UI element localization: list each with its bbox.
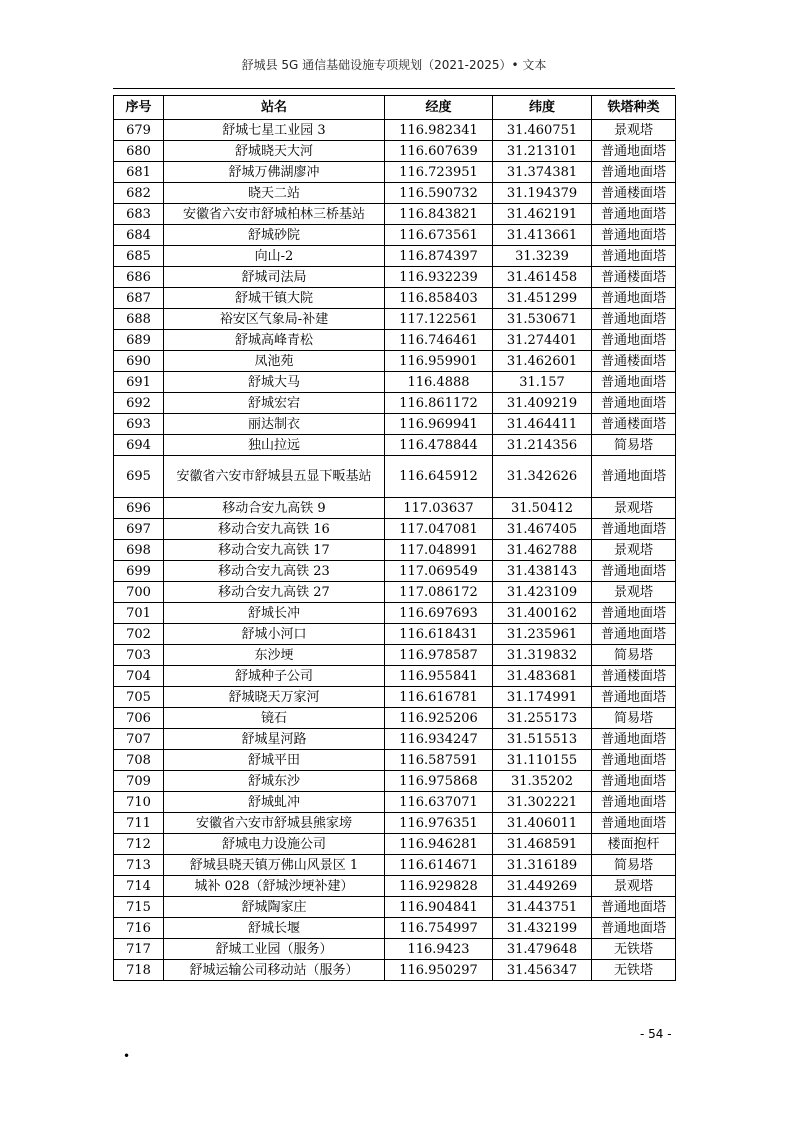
cell-site-name: 舒城高峰青松	[164, 330, 385, 351]
column-header-tower-type: 铁塔种类	[592, 96, 676, 120]
cell-site-name: 舒城宏宕	[164, 393, 385, 414]
cell-latitude: 31.451299	[493, 288, 592, 309]
footer-bullet: •	[123, 1049, 131, 1063]
cell-tower-type: 普通地面塔	[592, 813, 676, 834]
cell-index: 700	[114, 582, 164, 603]
table-row	[114, 687, 676, 708]
table-row	[114, 372, 676, 393]
cell-site-name: 裕安区气象局-补建	[164, 309, 385, 330]
cell-latitude: 31.213101	[493, 141, 592, 162]
cell-longitude: 116.982341	[385, 120, 493, 141]
table-row	[114, 183, 676, 204]
cell-index: 687	[114, 288, 164, 309]
table-row	[114, 708, 676, 729]
cell-longitude: 116.697693	[385, 603, 493, 624]
cell-tower-type: 简易塔	[592, 435, 676, 456]
cell-longitude: 116.478844	[385, 435, 493, 456]
cell-latitude: 31.413661	[493, 225, 592, 246]
cell-site-name: 舒城司法局	[164, 267, 385, 288]
cell-site-name: 舒城种子公司	[164, 666, 385, 687]
cell-site-name: 移动合安九高铁 23	[164, 561, 385, 582]
cell-index: 712	[114, 834, 164, 855]
cell-site-name: 移动合安九高铁 9	[164, 498, 385, 519]
cell-index: 690	[114, 351, 164, 372]
cell-index: 701	[114, 603, 164, 624]
cell-longitude: 116.723951	[385, 162, 493, 183]
cell-latitude: 31.406011	[493, 813, 592, 834]
cell-longitude: 116.587591	[385, 750, 493, 771]
cell-site-name: 舒城陶家庄	[164, 897, 385, 918]
cell-index: 692	[114, 393, 164, 414]
cell-tower-type: 楼面抱杆	[592, 834, 676, 855]
cell-index: 686	[114, 267, 164, 288]
cell-site-name: 舒城运输公司移动站（服务）	[164, 960, 385, 981]
cell-tower-type: 普通地面塔	[592, 771, 676, 792]
cell-latitude: 31.449269	[493, 876, 592, 897]
cell-latitude: 31.530671	[493, 309, 592, 330]
cell-index: 716	[114, 918, 164, 939]
table-row	[114, 813, 676, 834]
table-row	[114, 351, 676, 372]
cell-site-name: 移动合安九高铁 27	[164, 582, 385, 603]
cell-index: 679	[114, 120, 164, 141]
cell-site-name: 舒城小河口	[164, 624, 385, 645]
cell-latitude: 31.157	[493, 372, 592, 393]
cell-latitude: 31.214356	[493, 435, 592, 456]
table-row	[114, 162, 676, 183]
cell-site-name: 晓天二站	[164, 183, 385, 204]
column-header-latitude: 纬度	[493, 96, 592, 120]
cell-index: 710	[114, 792, 164, 813]
table-row	[114, 624, 676, 645]
cell-index: 693	[114, 414, 164, 435]
cell-index: 683	[114, 204, 164, 225]
cell-latitude: 31.274401	[493, 330, 592, 351]
cell-tower-type: 简易塔	[592, 645, 676, 666]
cell-latitude: 31.464411	[493, 414, 592, 435]
site-table	[113, 95, 676, 981]
cell-index: 682	[114, 183, 164, 204]
cell-index: 695	[114, 456, 164, 498]
table-row	[114, 141, 676, 162]
cell-site-name: 舒城平田	[164, 750, 385, 771]
cell-longitude: 116.946281	[385, 834, 493, 855]
cell-longitude: 116.4888	[385, 372, 493, 393]
cell-site-name: 安徽省六安市舒城柏林三桥基站	[164, 204, 385, 225]
cell-latitude: 31.515513	[493, 729, 592, 750]
cell-site-name: 舒城晓天万家河	[164, 687, 385, 708]
cell-latitude: 31.342626	[493, 456, 592, 498]
cell-longitude: 116.969941	[385, 414, 493, 435]
cell-tower-type: 普通地面塔	[592, 624, 676, 645]
cell-longitude: 116.978587	[385, 645, 493, 666]
cell-tower-type: 普通地面塔	[592, 918, 676, 939]
cell-longitude: 116.673561	[385, 225, 493, 246]
cell-tower-type: 普通楼面塔	[592, 183, 676, 204]
cell-longitude: 116.975868	[385, 771, 493, 792]
cell-longitude: 116.754997	[385, 918, 493, 939]
cell-longitude: 117.047081	[385, 519, 493, 540]
cell-longitude: 116.843821	[385, 204, 493, 225]
cell-latitude: 31.462191	[493, 204, 592, 225]
cell-index: 691	[114, 372, 164, 393]
cell-longitude: 116.932239	[385, 267, 493, 288]
table-row	[114, 729, 676, 750]
cell-site-name: 丽达制衣	[164, 414, 385, 435]
cell-tower-type: 普通楼面塔	[592, 666, 676, 687]
table-row	[114, 414, 676, 435]
table-row	[114, 246, 676, 267]
table-row	[114, 540, 676, 561]
cell-site-name: 舒城七星工业园 3	[164, 120, 385, 141]
page-header: 舒城县 5G 通信基础设施专项规划（2021-2025）• 文本	[241, 58, 547, 72]
header-divider	[113, 88, 675, 89]
cell-index: 699	[114, 561, 164, 582]
cell-longitude: 116.637071	[385, 792, 493, 813]
cell-index: 696	[114, 498, 164, 519]
cell-tower-type: 普通地面塔	[592, 603, 676, 624]
cell-site-name: 舒城干镇大院	[164, 288, 385, 309]
cell-site-name: 舒城晓天大河	[164, 141, 385, 162]
cell-tower-type: 普通地面塔	[592, 393, 676, 414]
cell-longitude: 116.929828	[385, 876, 493, 897]
table-row	[114, 645, 676, 666]
cell-longitude: 116.955841	[385, 666, 493, 687]
cell-site-name: 舒城县晓天镇万佛山风景区 1	[164, 855, 385, 876]
cell-index: 704	[114, 666, 164, 687]
cell-site-name: 安徽省六安市舒城县五显下畈基站	[164, 456, 385, 498]
cell-tower-type: 景观塔	[592, 498, 676, 519]
table-row	[114, 750, 676, 771]
cell-site-name: 舒城万佛湖廖冲	[164, 162, 385, 183]
cell-index: 680	[114, 141, 164, 162]
cell-latitude: 31.374381	[493, 162, 592, 183]
cell-latitude: 31.460751	[493, 120, 592, 141]
cell-index: 717	[114, 939, 164, 960]
cell-latitude: 31.319832	[493, 645, 592, 666]
cell-tower-type: 普通地面塔	[592, 225, 676, 246]
cell-latitude: 31.462601	[493, 351, 592, 372]
table-row	[114, 288, 676, 309]
cell-latitude: 31.302221	[493, 792, 592, 813]
cell-tower-type: 简易塔	[592, 855, 676, 876]
cell-longitude: 116.858403	[385, 288, 493, 309]
cell-index: 685	[114, 246, 164, 267]
column-header-site-name: 站名	[164, 96, 385, 120]
cell-latitude: 31.443751	[493, 897, 592, 918]
cell-site-name: 向山-2	[164, 246, 385, 267]
cell-latitude: 31.461458	[493, 267, 592, 288]
cell-index: 707	[114, 729, 164, 750]
cell-index: 709	[114, 771, 164, 792]
cell-longitude: 116.976351	[385, 813, 493, 834]
cell-longitude: 116.614671	[385, 855, 493, 876]
cell-site-name: 镜石	[164, 708, 385, 729]
cell-site-name: 城补 028（舒城沙埂补建）	[164, 876, 385, 897]
cell-index: 711	[114, 813, 164, 834]
cell-tower-type: 普通地面塔	[592, 561, 676, 582]
cell-tower-type: 景观塔	[592, 876, 676, 897]
cell-site-name: 移动合安九高铁 17	[164, 540, 385, 561]
cell-index: 713	[114, 855, 164, 876]
cell-index: 681	[114, 162, 164, 183]
cell-latitude: 31.423109	[493, 582, 592, 603]
cell-site-name: 东沙埂	[164, 645, 385, 666]
table-row	[114, 519, 676, 540]
cell-site-name: 舒城工业园（服务）	[164, 939, 385, 960]
cell-tower-type: 简易塔	[592, 708, 676, 729]
table-row	[114, 435, 676, 456]
table-row	[114, 582, 676, 603]
column-header-longitude: 经度	[385, 96, 493, 120]
table-row	[114, 561, 676, 582]
cell-longitude: 116.959901	[385, 351, 493, 372]
cell-longitude: 117.069549	[385, 561, 493, 582]
cell-tower-type: 普通地面塔	[592, 456, 676, 498]
table-row	[114, 309, 676, 330]
cell-latitude: 31.255173	[493, 708, 592, 729]
cell-site-name: 凤池苑	[164, 351, 385, 372]
cell-latitude: 31.174991	[493, 687, 592, 708]
cell-latitude: 31.235961	[493, 624, 592, 645]
cell-site-name: 安徽省六安市舒城县熊家塝	[164, 813, 385, 834]
cell-longitude: 116.934247	[385, 729, 493, 750]
cell-index: 689	[114, 330, 164, 351]
cell-site-name: 独山拉远	[164, 435, 385, 456]
table-row	[114, 267, 676, 288]
cell-index: 688	[114, 309, 164, 330]
cell-index: 708	[114, 750, 164, 771]
cell-tower-type: 普通楼面塔	[592, 414, 676, 435]
cell-site-name: 舒城电力设施公司	[164, 834, 385, 855]
table-header-row	[114, 96, 676, 120]
cell-latitude: 31.35202	[493, 771, 592, 792]
cell-tower-type: 无铁塔	[592, 939, 676, 960]
cell-tower-type: 普通地面塔	[592, 246, 676, 267]
cell-tower-type: 普通地面塔	[592, 750, 676, 771]
cell-tower-type: 景观塔	[592, 540, 676, 561]
cell-longitude: 117.122561	[385, 309, 493, 330]
cell-tower-type: 景观塔	[592, 120, 676, 141]
table-body	[114, 120, 676, 981]
cell-tower-type: 普通地面塔	[592, 288, 676, 309]
cell-longitude: 116.904841	[385, 897, 493, 918]
cell-latitude: 31.400162	[493, 603, 592, 624]
cell-index: 718	[114, 960, 164, 981]
cell-index: 715	[114, 897, 164, 918]
table-row	[114, 939, 676, 960]
table-row	[114, 918, 676, 939]
table-row	[114, 225, 676, 246]
cell-tower-type: 普通地面塔	[592, 330, 676, 351]
cell-tower-type: 普通楼面塔	[592, 351, 676, 372]
cell-tower-type: 普通地面塔	[592, 687, 676, 708]
cell-latitude: 31.438143	[493, 561, 592, 582]
cell-longitude: 116.874397	[385, 246, 493, 267]
cell-site-name: 舒城大马	[164, 372, 385, 393]
cell-site-name: 舒城虬冲	[164, 792, 385, 813]
table-row	[114, 456, 676, 498]
cell-longitude: 116.616781	[385, 687, 493, 708]
cell-latitude: 31.462788	[493, 540, 592, 561]
cell-tower-type: 无铁塔	[592, 960, 676, 981]
cell-longitude: 116.925206	[385, 708, 493, 729]
cell-tower-type: 普通地面塔	[592, 141, 676, 162]
cell-site-name: 舒城长堰	[164, 918, 385, 939]
cell-latitude: 31.479648	[493, 939, 592, 960]
cell-tower-type: 普通地面塔	[592, 204, 676, 225]
cell-longitude: 116.607639	[385, 141, 493, 162]
cell-index: 694	[114, 435, 164, 456]
table-row	[114, 603, 676, 624]
cell-latitude: 31.316189	[493, 855, 592, 876]
table-row	[114, 792, 676, 813]
cell-site-name: 舒城长冲	[164, 603, 385, 624]
cell-index: 714	[114, 876, 164, 897]
cell-tower-type: 普通地面塔	[592, 309, 676, 330]
cell-longitude: 117.048991	[385, 540, 493, 561]
cell-latitude: 31.432199	[493, 918, 592, 939]
table-row	[114, 393, 676, 414]
cell-tower-type: 普通地面塔	[592, 792, 676, 813]
cell-site-name: 移动合安九高铁 16	[164, 519, 385, 540]
cell-longitude: 116.746461	[385, 330, 493, 351]
cell-longitude: 116.618431	[385, 624, 493, 645]
cell-latitude: 31.194379	[493, 183, 592, 204]
table-row	[114, 498, 676, 519]
cell-index: 703	[114, 645, 164, 666]
cell-longitude: 116.9423	[385, 939, 493, 960]
cell-longitude: 116.590732	[385, 183, 493, 204]
cell-site-name: 舒城星河路	[164, 729, 385, 750]
table-row	[114, 204, 676, 225]
cell-index: 705	[114, 687, 164, 708]
cell-tower-type: 普通地面塔	[592, 729, 676, 750]
cell-site-name: 舒城砂院	[164, 225, 385, 246]
table-row	[114, 834, 676, 855]
table-row	[114, 855, 676, 876]
table-row	[114, 876, 676, 897]
table-row	[114, 897, 676, 918]
table-row	[114, 666, 676, 687]
cell-longitude: 117.086172	[385, 582, 493, 603]
cell-tower-type: 普通地面塔	[592, 519, 676, 540]
column-header-index: 序号	[114, 96, 164, 120]
cell-latitude: 31.456347	[493, 960, 592, 981]
cell-longitude: 117.03637	[385, 498, 493, 519]
cell-tower-type: 普通楼面塔	[592, 267, 676, 288]
cell-index: 706	[114, 708, 164, 729]
cell-longitude: 116.950297	[385, 960, 493, 981]
cell-latitude: 31.468591	[493, 834, 592, 855]
cell-tower-type: 普通地面塔	[592, 897, 676, 918]
cell-latitude: 31.467405	[493, 519, 592, 540]
table-row	[114, 771, 676, 792]
cell-index: 684	[114, 225, 164, 246]
page-number: - 54 -	[640, 1027, 672, 1041]
cell-site-name: 舒城东沙	[164, 771, 385, 792]
table-row	[114, 120, 676, 141]
cell-latitude: 31.50412	[493, 498, 592, 519]
cell-index: 697	[114, 519, 164, 540]
cell-tower-type: 普通地面塔	[592, 162, 676, 183]
cell-latitude: 31.3239	[493, 246, 592, 267]
cell-latitude: 31.110155	[493, 750, 592, 771]
table-row	[114, 960, 676, 981]
cell-longitude: 116.645912	[385, 456, 493, 498]
cell-tower-type: 景观塔	[592, 582, 676, 603]
cell-latitude: 31.483681	[493, 666, 592, 687]
cell-tower-type: 普通地面塔	[592, 372, 676, 393]
cell-longitude: 116.861172	[385, 393, 493, 414]
cell-latitude: 31.409219	[493, 393, 592, 414]
cell-index: 698	[114, 540, 164, 561]
cell-index: 702	[114, 624, 164, 645]
table-row	[114, 330, 676, 351]
